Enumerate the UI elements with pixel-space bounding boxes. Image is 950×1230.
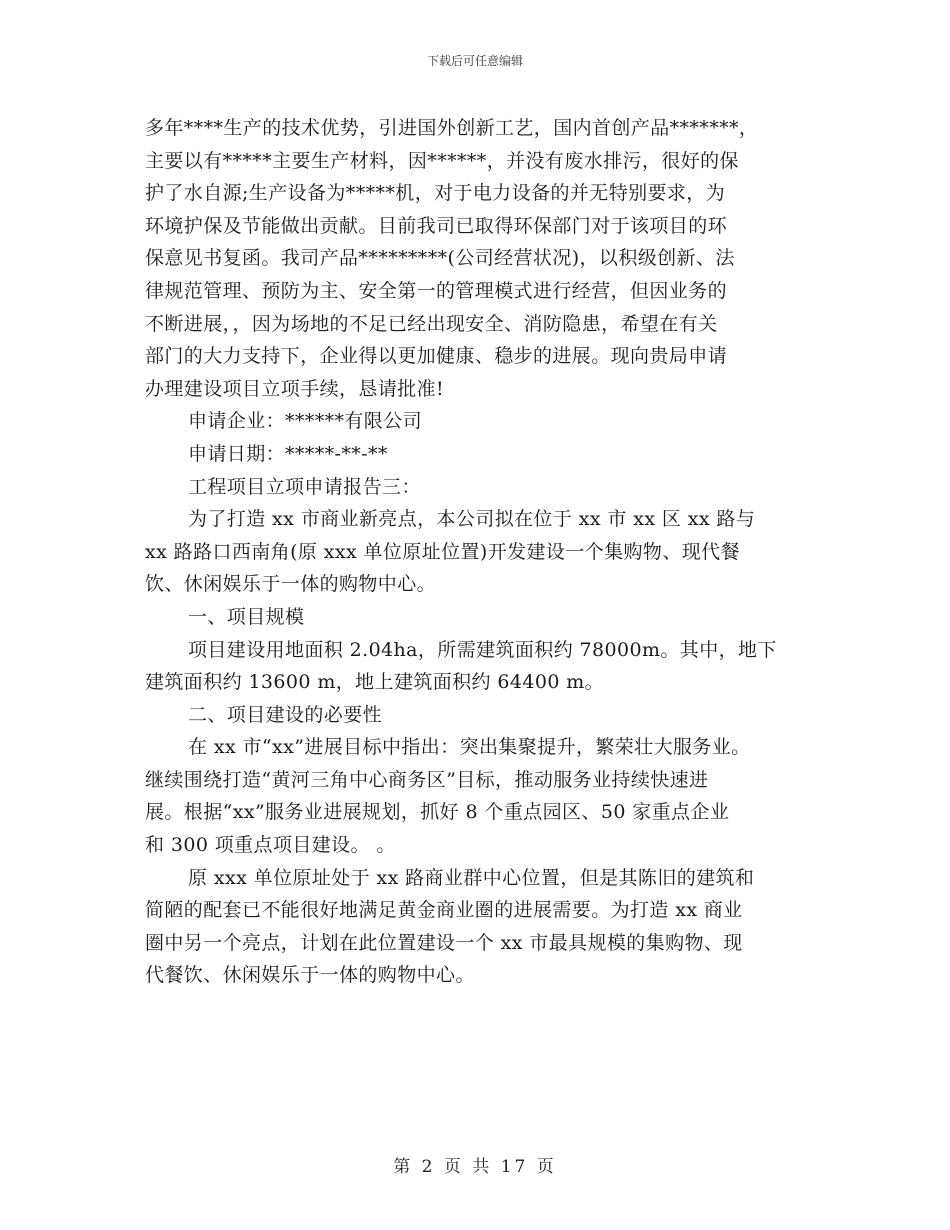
text-line: 不断进展，，因为场地的不足已经出现安全、消防隐患，希望在有关	[145, 312, 718, 335]
text-line: 继续围绕打造“黄河三角中心商务区”目标，推动服务业持续快速进	[145, 768, 709, 791]
text-line: 代餐饮、休闲娱乐于一体的购物中心。	[145, 964, 475, 987]
text-line: 为了打造 xx 市商业新亮点，本公司拟在位于 xx 市 xx 区 xx 路与	[188, 508, 756, 531]
text-line: 展。根据“xx”服务业进展规划，抓好 8 个重点园区、50 家重点企业	[145, 801, 730, 824]
text-line: 申请企业：******有限公司	[188, 410, 423, 433]
text-line: 主要以有*****主要生产材料，因******，并没有废水排污，很好的保	[145, 149, 739, 172]
text-line: 和 300 项重点项目建设。 。	[145, 834, 396, 857]
text-line: 二、项目建设的必要性	[188, 703, 383, 726]
text-line: xx 路路口西南角(原 xxx 单位原址位置)开发建设一个集购物、现代餐	[145, 540, 740, 563]
text-line: 圈中另一个亮点，计划在此位置建设一个 xx 市最具规模的集购物、现	[145, 931, 743, 954]
text-line: 一、项目规模	[188, 605, 305, 628]
text-line: 申请日期：*****-**-**	[188, 442, 388, 465]
text-line: 在 xx 市“xx”进展目标中指出：突出集聚提升，繁荣壮大服务业。	[188, 736, 751, 759]
text-line: 环境护保及节能做出贡献。目前我司已取得环保部门对于该项目的环	[145, 214, 728, 237]
text-line: 工程项目立项申请报告三：	[188, 475, 421, 498]
text-line: 部门的大力支持下，企业得以更加健康、稳步的进展。现向贵局申请	[145, 345, 728, 368]
text-line: 项目建设用地面积 2.04ha，所需建筑面积约 78000m。其中，地下	[188, 638, 777, 661]
text-line: 原 xxx 单位原址处于 xx 路商业群中心位置，但是其陈旧的建筑和	[188, 866, 755, 889]
text-line: 护了水自源;生产设备为*****机，对于电力设备的并无特别要求，为	[145, 182, 726, 205]
text-line: 饮、休闲娱乐于一体的购物中心。	[145, 573, 437, 596]
text-line: 多年****生产的技术优势，引进国外创新工艺，国内首创产品*******，	[145, 117, 759, 139]
page-header: 下载后可任意编辑	[426, 54, 523, 68]
text-line: 建筑面积约 13600 m，地上建筑面积约 64400 m。	[145, 671, 605, 694]
page-number-footer: 第 2 页 共 17 页	[393, 1157, 557, 1177]
text-line: 保意见书复函。我司产品*********(公司经营状况)，以积级创新、法	[145, 247, 735, 270]
text-line: 律规范管理、预防为主、安全第一的管理模式进行经营，但因业务的	[145, 279, 728, 302]
document-body	[145, 112, 815, 992]
text-line: 简陋的配套已不能很好地满足黄金商业圈的进展需要。为打造 xx 商业	[145, 899, 743, 922]
text-line: 办理建设项目立项手续，恳请批准!	[145, 377, 445, 400]
